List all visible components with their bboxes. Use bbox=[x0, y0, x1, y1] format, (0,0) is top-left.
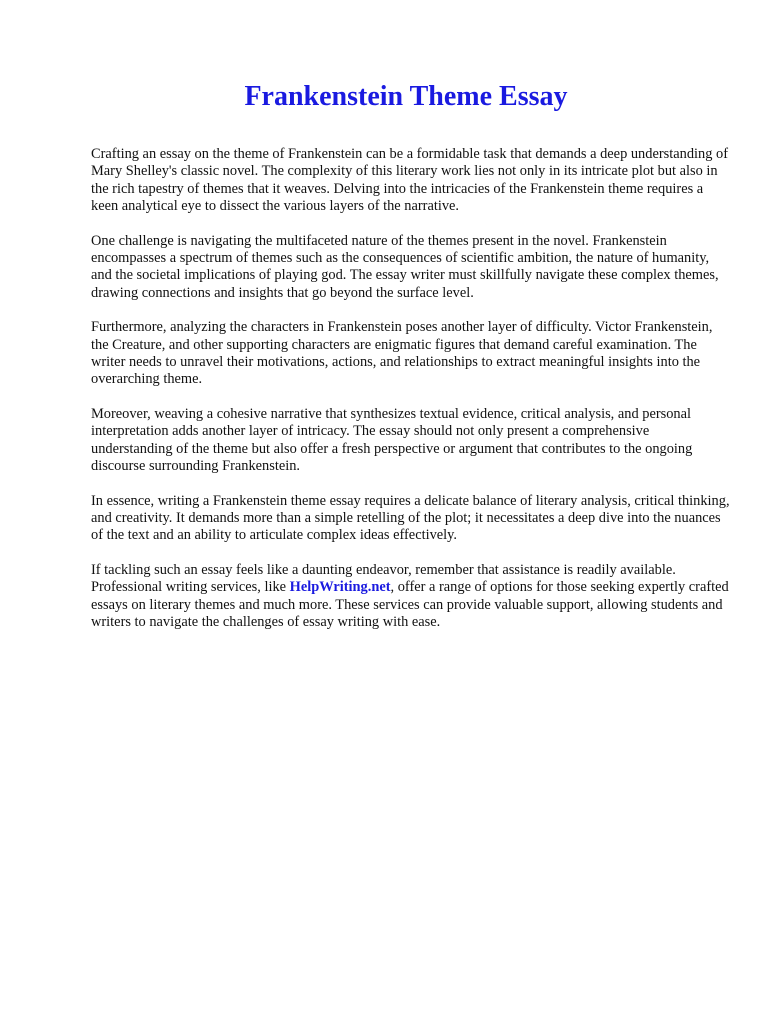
helpwriting-link[interactable]: HelpWriting.net bbox=[289, 579, 391, 596]
paragraph-6 bbox=[91, 562, 731, 632]
paragraph-6-text-after-link: , offer a range of options for those seeking expertly crafted essays on literary themes and much more. These services can provide valuable support, allowing students and writers to navigate the challenges of essay writing with ease. bbox=[91, 579, 729, 630]
paragraph-5: In essence, writing a Frankenstein theme essay requires a delicate balance of literary analysis, critical thinking, and creativity. It demands more than a simple retelling of the plot; it necessitates a deep dive into the nuances of the text and an ability to articulate complex ideas effectively. bbox=[91, 492, 730, 544]
essay-body bbox=[91, 146, 731, 648]
paragraph-1: Crafting an essay on the theme of Frankenstein can be a formidable task that demands a deep understanding of Mary Shelley's classic novel. The complexity of this literary work lies not only in its intricate plot but also in the rich tapestry of themes that it weaves. Delving into the intricacies of the Frankenstein theme requires a keen analytical eye to dissect the various layers of the narrative. bbox=[91, 146, 728, 215]
paragraph-3: Furthermore, analyzing the characters in Frankenstein poses another layer of difficulty. Victor Frankenstein, the Creature, and other supporting characters are enigmatic figures that demand careful examination. The writer needs to unravel their motivations, actions, and relationships to extract meaningful insights into the overarching theme. bbox=[91, 319, 713, 388]
page-title: Frankenstein Theme Essay bbox=[244, 81, 568, 112]
paragraph-6-text-before-link: If tackling such an essay feels like a daunting endeavor, remember that assistance is readily available. Professional writing services, like bbox=[91, 561, 676, 596]
paragraph-4: Moreover, weaving a cohesive narrative that synthesizes textual evidence, critical analysis, and personal interpretation adds another layer of intricacy. The essay should not only present a comprehensive understanding of the theme but also offer a fresh perspective or argument that contributes to the ongoing discourse surrounding Frankenstein. bbox=[91, 405, 693, 475]
paragraph-2: One challenge is navigating the multifaceted nature of the themes present in the novel. Frankenstein encompasses a spectrum of themes such as the consequences of scientific ambition, the nature of humanity, and the societal implications of playing god. The essay writer must skillfully navigate these complex themes, drawing connections and insights that go beyond the surface level. bbox=[91, 232, 719, 301]
